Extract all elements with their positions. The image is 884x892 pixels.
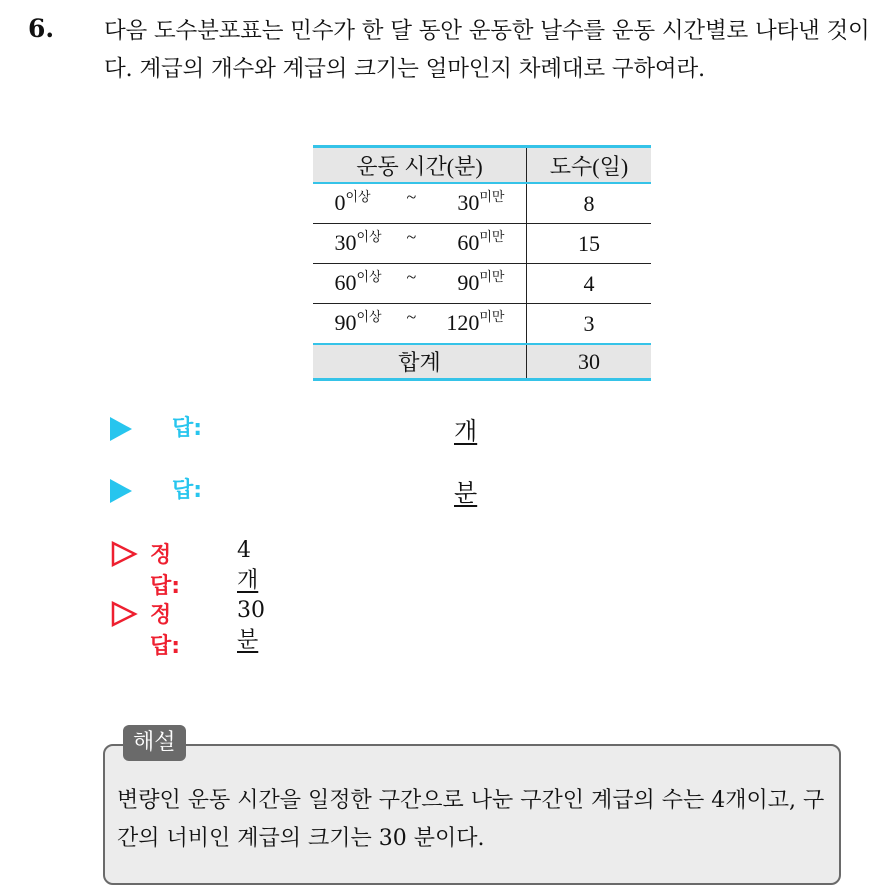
correct-value: 30분 bbox=[237, 598, 265, 653]
explanation-text: 변량인 운동 시간을 일정한 구간으로 나눈 구간인 계급의 수는 4개이고, 구간의 너비인 계급의 크기는 30 분이다. bbox=[117, 788, 825, 851]
class-interval: $0^{이상}$ ~ $30^{미만}$ bbox=[334, 187, 505, 215]
table-row bbox=[313, 183, 651, 224]
class-interval: $60^{이상}$ ~ $90^{미만}$ bbox=[334, 267, 505, 295]
outline-triangle-icon bbox=[110, 540, 138, 568]
explanation-label: 해설 bbox=[123, 725, 186, 761]
answer-label: 답: bbox=[172, 416, 203, 441]
table-row bbox=[313, 224, 651, 264]
header-frequency: 도수(일) bbox=[527, 147, 652, 184]
frequency-cell: 8 bbox=[527, 183, 652, 224]
header-exercise-time: 운동 시간(분) bbox=[313, 147, 527, 184]
frequency-cell: 3 bbox=[527, 304, 652, 345]
correct-label: 정답: bbox=[150, 543, 181, 599]
frequency-cell: 4 bbox=[527, 264, 652, 304]
class-interval: $90^{이상}$ ~ $120^{미만}$ bbox=[334, 307, 505, 335]
answer-label: 답: bbox=[172, 478, 203, 503]
answer-blank[interactable]: 개 bbox=[454, 417, 478, 445]
table-header-row bbox=[313, 147, 651, 184]
question-text: 다음 도수분포표는 민수가 한 달 동안 운동한 날수를 운동 시간별로 나타낸 것이다. 계급의 개수와 계급의 크기는 얼마인지 차례대로 구하여라. bbox=[104, 18, 870, 82]
table-row bbox=[313, 264, 651, 304]
class-interval: $30^{이상}$ ~ $60^{미만}$ bbox=[334, 227, 505, 255]
correct-value: 4개 bbox=[237, 538, 259, 593]
answer-blank[interactable]: 분 bbox=[454, 479, 478, 507]
total-label: 합계 bbox=[313, 344, 527, 380]
correct-label: 정답: bbox=[150, 603, 181, 659]
play-triangle-icon bbox=[110, 479, 132, 503]
table-row bbox=[313, 304, 651, 345]
frequency-cell: 15 bbox=[527, 224, 652, 264]
total-value: 30 bbox=[527, 344, 652, 380]
table-total-row bbox=[313, 344, 651, 380]
frequency-table bbox=[313, 145, 651, 381]
outline-triangle-icon bbox=[110, 600, 138, 628]
play-triangle-icon bbox=[110, 417, 132, 441]
question-number: 6. bbox=[28, 14, 55, 43]
